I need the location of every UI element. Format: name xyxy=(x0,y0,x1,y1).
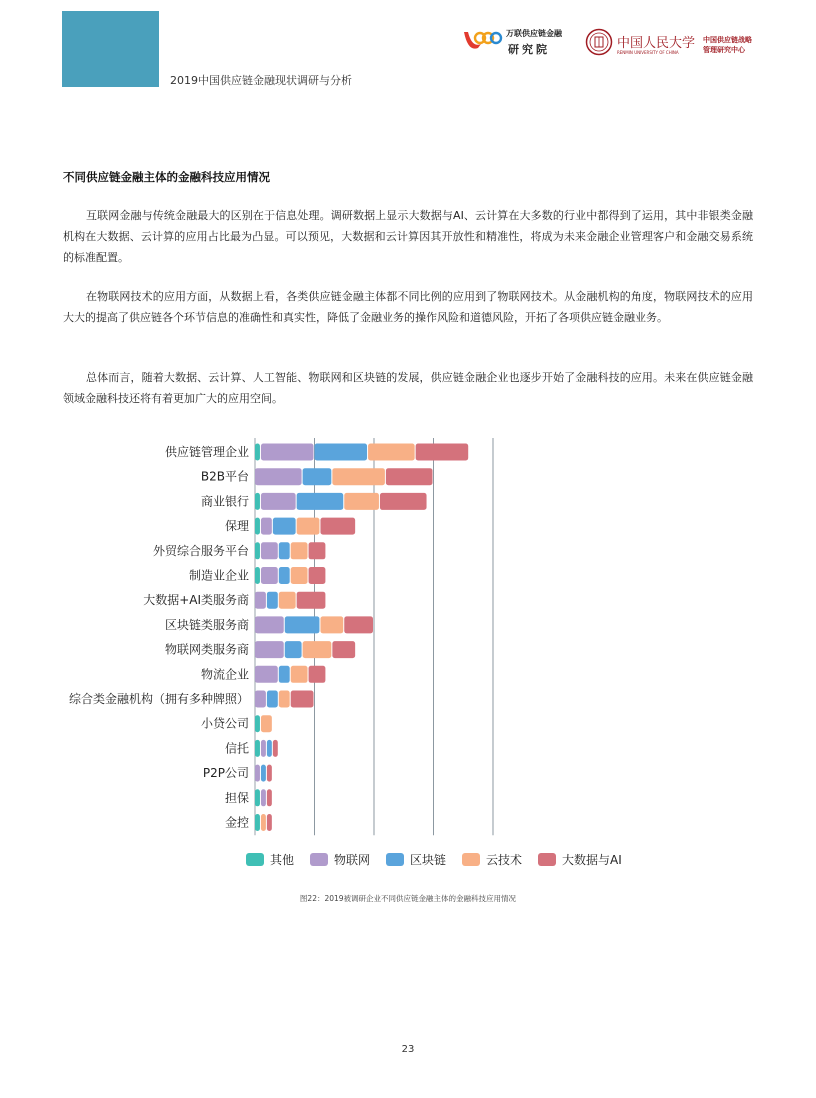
legend-label: 云技术 xyxy=(486,853,523,867)
bar-segment xyxy=(255,641,284,658)
category-label: B2B平台 xyxy=(200,469,249,484)
legend-swatch xyxy=(246,853,264,866)
renmin-seal-icon xyxy=(585,28,613,56)
legend-swatch xyxy=(462,853,480,866)
wanlian-logo xyxy=(462,24,574,60)
bar-segment xyxy=(261,518,272,535)
bar-segment xyxy=(261,740,266,757)
legend-swatch xyxy=(538,853,556,866)
category-label: 大数据+AI类服务商 xyxy=(143,593,249,608)
bar-segment xyxy=(255,592,266,609)
category-label: 商业银行 xyxy=(200,494,249,509)
bar-segment xyxy=(261,814,266,831)
bar-segment xyxy=(255,468,302,485)
bar-segment xyxy=(279,567,290,584)
bar-segment xyxy=(332,641,355,658)
category-label: 制造业企业 xyxy=(188,568,249,583)
legend-label: 大数据与AI xyxy=(562,853,622,867)
category-label: 金控 xyxy=(224,815,249,830)
bar-segment xyxy=(255,444,260,461)
bar-segment xyxy=(255,567,260,584)
bar-segment xyxy=(386,468,433,485)
research-center-logo xyxy=(703,35,752,55)
bar-segment xyxy=(255,715,260,732)
bar-segment xyxy=(285,616,320,633)
bar-segment xyxy=(380,493,427,510)
category-label: 小贷公司 xyxy=(200,716,249,731)
bar-segment xyxy=(261,444,314,461)
bar-segment xyxy=(368,444,415,461)
category-label: 物流企业 xyxy=(200,667,249,682)
category-label: 综合类金融机构（拥有多种牌照） xyxy=(68,692,249,706)
bar-segment xyxy=(309,542,326,559)
wanlian-logo-mark xyxy=(462,26,504,56)
category-label: 供应链管理企业 xyxy=(164,445,249,459)
bar-segment xyxy=(279,592,296,609)
bar-segment xyxy=(291,666,308,683)
legend-label: 区块链 xyxy=(410,853,447,867)
bar-segment xyxy=(297,592,326,609)
bar-segment xyxy=(261,715,272,732)
bar-segment xyxy=(273,740,278,757)
document-header-title: 2019中国供应链金融现状调研与分析 xyxy=(170,74,352,87)
bar-segment xyxy=(416,444,469,461)
bar-segment xyxy=(279,691,290,708)
bar-segment xyxy=(261,789,266,806)
bar-segment xyxy=(344,493,379,510)
bar-segment xyxy=(255,691,266,708)
bar-segment xyxy=(255,765,260,782)
renmin-logo-english: RENMIN UNIVERSITY OF CHINA xyxy=(617,50,679,55)
bar-segment xyxy=(285,641,302,658)
bar-segment xyxy=(297,518,320,535)
bar-segment xyxy=(273,518,296,535)
paragraph-1: 互联网金融与传统金融最大的区别在于信息处理。调研数据上显示大数据与AI、云计算在大多数的行业中都得到了运用，其中非银类金融机构在大数据、云计算的应用占比最为凸显。可以预见，大数据和云计算因其开放性和精准性，将成为未来金融企业管理客户和金融交易系统的标准配置。 xyxy=(63,209,753,264)
bar-segment xyxy=(255,814,260,831)
bar-segment xyxy=(261,567,278,584)
bar-segment xyxy=(279,542,290,559)
bar-segment xyxy=(344,616,373,633)
bar-segment xyxy=(255,616,284,633)
bar-segment xyxy=(267,691,278,708)
bar-segment xyxy=(320,616,343,633)
category-label: 担保 xyxy=(224,790,249,805)
figure-caption: 图22：2019被调研企业不同供应链金融主体的金融科技应用情况 xyxy=(299,894,517,903)
bar-segment xyxy=(267,789,272,806)
category-label: 区块链类服务商 xyxy=(164,617,249,632)
bar-segment xyxy=(291,542,308,559)
bar-segment xyxy=(297,493,344,510)
bar-segment xyxy=(309,567,326,584)
bar-segment xyxy=(320,518,355,535)
bar-segment xyxy=(255,740,260,757)
bar-segment xyxy=(255,666,278,683)
bar-segment xyxy=(303,468,332,485)
bar-segment xyxy=(309,666,326,683)
paragraph-2: 在物联网技术的应用方面，从数据上看，各类供应链金融主体都不同比例的应用到了物联网技术。从金融机构的角度，物联网技术的应用大大的提高了供应链各个环节信息的准确性和真实性，降低了金融业务的操作风险和道德风险，开拓了各项供应链金融业务。 xyxy=(63,290,753,324)
wanlian-logo-name: 万联供应链金融 xyxy=(506,29,562,38)
bar-segment xyxy=(332,468,385,485)
bar-segment xyxy=(255,518,260,535)
bar-segment xyxy=(303,641,332,658)
bar-segment xyxy=(255,789,260,806)
chart-svg xyxy=(0,430,816,900)
category-label: P2P公司 xyxy=(202,766,249,781)
renmin-university-logo xyxy=(585,28,697,64)
bar-segment xyxy=(291,691,314,708)
bar-segment xyxy=(315,444,368,461)
research-center-line2: 管理研究中心 xyxy=(703,46,745,54)
bar-segment xyxy=(267,765,272,782)
renmin-logo-name: 中国人民大学 xyxy=(617,36,696,51)
bar-segment xyxy=(267,740,272,757)
bar-segment xyxy=(255,493,260,510)
bar-segment xyxy=(267,592,278,609)
category-label: 外贸综合服务平台 xyxy=(152,543,249,558)
bar-segment xyxy=(291,567,308,584)
bar-segment xyxy=(279,666,290,683)
legend-label: 其他 xyxy=(270,853,295,867)
bar-segment xyxy=(255,542,260,559)
bar-segment xyxy=(261,542,278,559)
research-center-line1: 中国供应链战略 xyxy=(703,36,752,44)
bar-segment xyxy=(261,493,296,510)
bar-segment xyxy=(261,765,266,782)
header-color-block xyxy=(62,11,159,87)
paragraph-3: 总体而言，随着大数据、云计算、人工智能、物联网和区块链的发展，供应链金融企业也逐步开始了金融科技的应用。未来在供应链金融领域金融科技还将有着更加广大的应用空间。 xyxy=(63,371,753,405)
section-title: 不同供应链金融主体的金融科技应用情况 xyxy=(63,170,270,184)
legend-swatch xyxy=(310,853,328,866)
bar-segment xyxy=(267,814,272,831)
legend-label: 物联网 xyxy=(334,853,371,867)
legend-swatch xyxy=(386,853,404,866)
page-number: 23 xyxy=(401,1044,415,1055)
category-label: 物联网类服务商 xyxy=(164,642,249,657)
category-label: 信托 xyxy=(224,741,249,756)
category-label: 保理 xyxy=(224,519,249,534)
wanlian-logo-subname: 研究院 xyxy=(508,43,550,56)
stacked-bar-chart xyxy=(0,430,816,900)
